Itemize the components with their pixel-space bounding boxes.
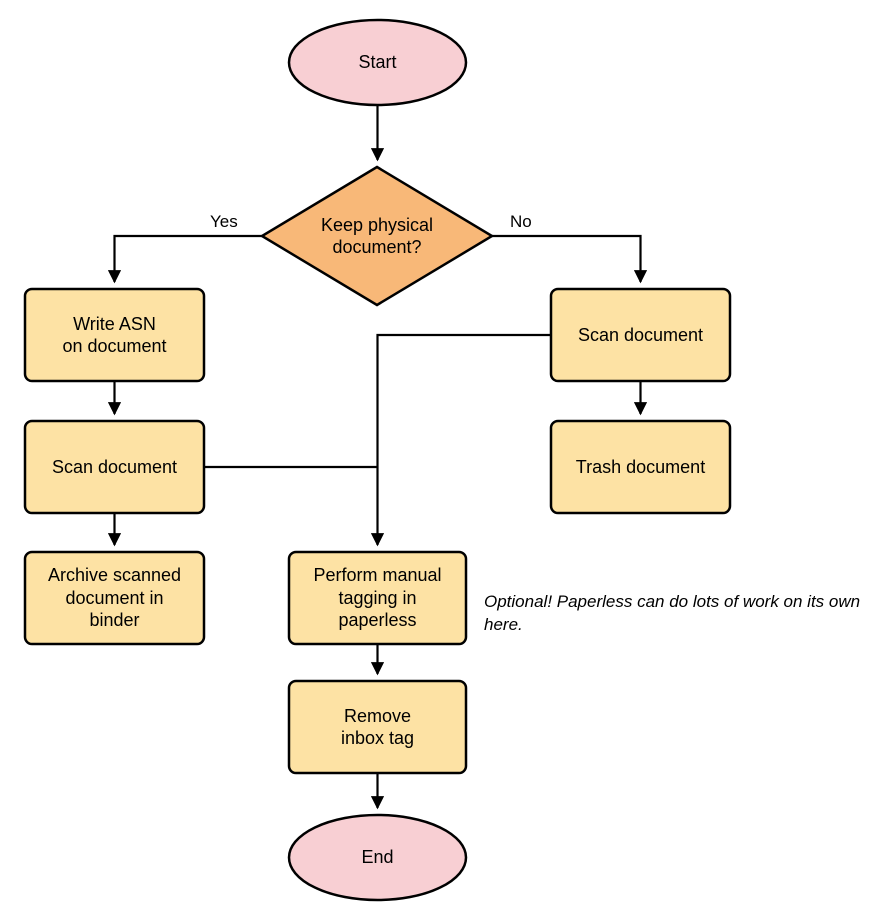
label-perform-manual-tagging: Perform manual tagging in paperless bbox=[313, 565, 442, 631]
edge-decision-no-to-scan-right bbox=[492, 236, 641, 282]
label-decision: Keep physical document? bbox=[320, 214, 434, 257]
label-archive-scanned-document: Archive scanned document in binder bbox=[47, 565, 182, 631]
node-scan-document-left[interactable] bbox=[25, 421, 204, 513]
node-write-asn[interactable] bbox=[25, 289, 204, 381]
label-trash-document: Trash document bbox=[575, 456, 706, 477]
node-scan-document-right[interactable] bbox=[551, 289, 730, 381]
node-trash-document[interactable] bbox=[551, 421, 730, 513]
optional-note: Optional! Paperless can do lots of work on its own here. bbox=[484, 592, 861, 634]
edge-label-no: No bbox=[510, 212, 532, 231]
label-end: End bbox=[361, 847, 394, 868]
node-end[interactable] bbox=[289, 815, 466, 900]
label-write-asn: Write ASN on document bbox=[62, 313, 167, 356]
label-scan-document-right: Scan document bbox=[577, 324, 704, 345]
node-remove-inbox-tag[interactable] bbox=[289, 681, 466, 773]
label-remove-inbox-tag: Remove inbox tag bbox=[340, 705, 415, 748]
edge-decision-yes-to-write-asn bbox=[115, 236, 263, 282]
label-start: Start bbox=[358, 52, 397, 73]
edge-label-yes: Yes bbox=[210, 212, 238, 231]
edge-scan-right-to-tagging bbox=[378, 335, 552, 545]
node-perform-manual-tagging[interactable] bbox=[289, 552, 466, 644]
node-decision[interactable] bbox=[262, 167, 492, 305]
label-scan-document-left: Scan document bbox=[51, 456, 178, 477]
node-start[interactable] bbox=[289, 20, 466, 105]
node-archive-scanned-document[interactable] bbox=[25, 552, 204, 644]
